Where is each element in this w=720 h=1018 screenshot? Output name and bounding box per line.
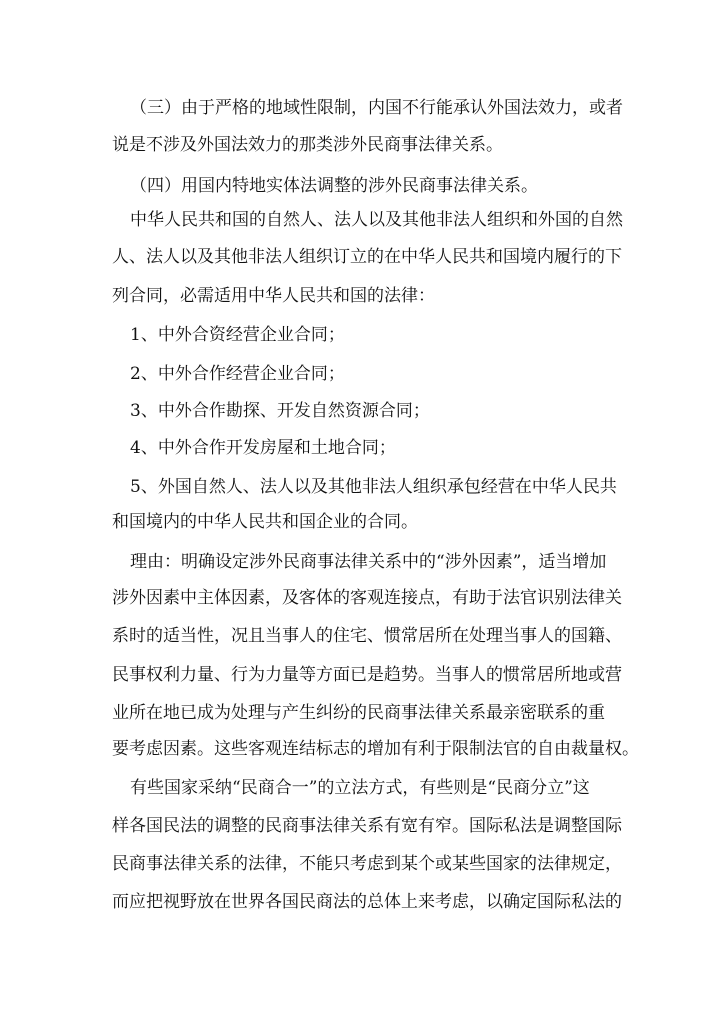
text-line: 要考虑因素。这些客观连结标志的增加有利于限制法官的自由裁量权。 — [112, 739, 639, 759]
text-line: 业所在地已成为处理与产生纠纷的民商事法律关系最亲密联系的重 — [112, 703, 605, 723]
text-line: （三）由于严格的地域性限制，内国不行能承认外国法效力，或者 — [130, 98, 623, 118]
text-line: 3、中外合作勘探、开发自然资源合同； — [130, 401, 430, 421]
text-line: 理由：明确设定涉外民商事法律关系中的“涉外因素”，适当增加 — [130, 552, 607, 572]
text-line: 列合同，必需适用中华人民共和国的法律： — [112, 286, 435, 306]
text-line: 有些国家采纳“民商合一”的立法方式，有些则是“民商分立”这 — [130, 778, 590, 798]
text-line: 和国境内的中华人民共和国企业的合同。 — [112, 512, 418, 532]
text-line: 而应把视野放在世界各国民商法的总体上来考虑，以确定国际私法的 — [112, 892, 622, 912]
text-line: （四）用国内特地实体法调整的涉外民商事法律关系。 — [130, 176, 538, 196]
text-line: 5、外国自然人、法人以及其他非法人组织承包经营在中华人民共 — [130, 477, 617, 497]
text-line: 2、中外合作经营企业合同； — [130, 364, 345, 384]
text-line: 系时的适当性，况且当事人的住宅、惯常居所在处理当事人的国籍、 — [112, 626, 622, 646]
text-line: 人、法人以及其他非法人组织订立的在中华人民共和国境内履行的下 — [112, 247, 622, 267]
text-line: 民商事法律关系的法律，不能只考虑到某个或某些国家的法律规定， — [112, 854, 622, 874]
text-line: 民事权利力量、行为力量等方面已是趋势。当事人的惯常居所地或营 — [112, 665, 622, 685]
text-line: 说是不涉及外国法效力的那类涉外民商事法律关系。 — [112, 135, 503, 155]
text-line: 4、中外合作开发房屋和土地合同； — [130, 438, 396, 458]
text-line: 样各国民法的调整的民商事法律关系有宽有窄。国际私法是调整国际 — [112, 816, 622, 836]
text-line: 中华人民共和国的自然人、法人以及其他非法人组织和外国的自然 — [130, 210, 623, 230]
text-line: 涉外因素中主体因素，及客体的客观连接点，有助于法官识别法律关 — [112, 588, 622, 608]
text-line: 1、中外合资经营企业合同； — [130, 325, 345, 345]
